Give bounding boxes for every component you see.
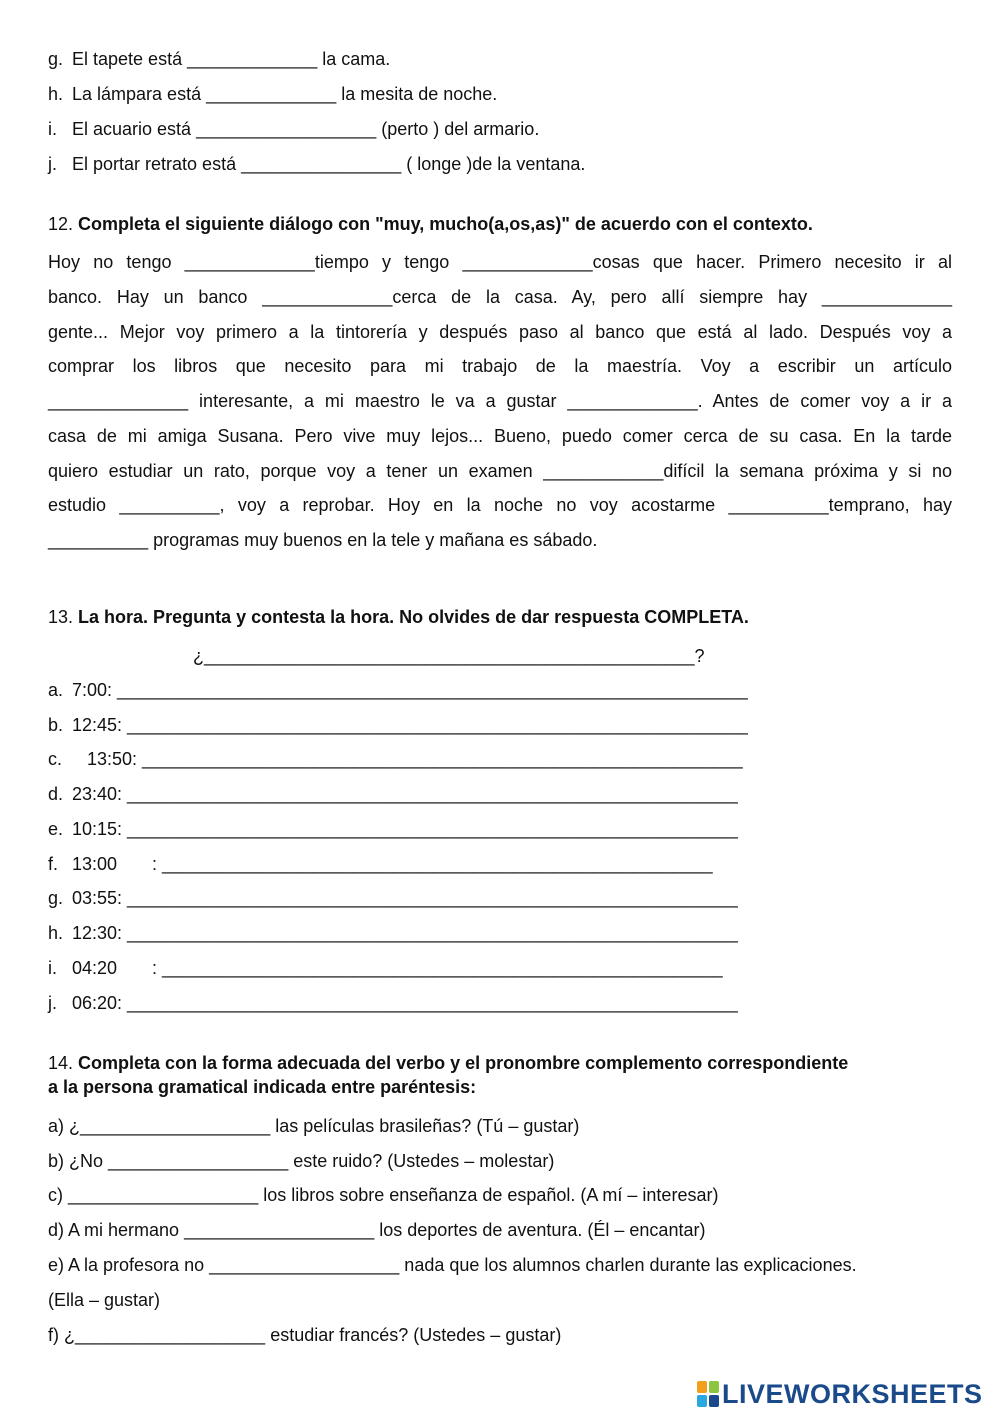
item-label: b. [48, 715, 64, 735]
time-question: ¿_________________________________________________? [193, 646, 705, 666]
time-item-b [48, 714, 748, 736]
logo-mark-icon [697, 1381, 719, 1407]
item-label: e. [48, 819, 64, 839]
item-text: El portar retrato está ________________ ( longe )de la ventana. [72, 154, 586, 174]
verb-item-e: e) A la profesora no ___________________ nada que los alumnos charlen durante las explicaciones. [48, 1255, 857, 1275]
dialog-line: estudio __________, voy a reprobar. Hoy en la noche no voy acostarme __________temprano, hay [48, 495, 952, 515]
item-label: h. [48, 84, 64, 104]
item-text: 03:55: _____________________________________________________________ [72, 888, 738, 908]
exercise-number: 14. [48, 1053, 74, 1073]
dialog-line: comprar los libros que necesito para mi trabajo de la maestría. Voy a escribir un artículo [48, 356, 952, 376]
logo-text: LIVEWORKSHEETS [722, 1378, 983, 1409]
item-label: i. [48, 958, 57, 978]
dialog-line: quiero estudiar un rato, porque voy a tener un examen ____________difícil la semana próxima y si no [48, 461, 952, 481]
exercise-12-heading [48, 213, 813, 235]
verb-item-f: f) ¿___________________ estudiar francés? (Ustedes – gustar) [48, 1325, 562, 1345]
verb-item-a: a) ¿___________________ las películas brasileñas? (Tú – gustar) [48, 1116, 580, 1136]
verb-item-d: d) A mi hermano ___________________ los deportes de aventura. (Él – encantar) [48, 1220, 706, 1240]
time-item-h [48, 922, 738, 944]
item-text: 13:50: ____________________________________________________________ [72, 749, 743, 769]
item-label: c. [48, 749, 63, 769]
item-text: 13:00 : _______________________________________________________ [72, 854, 713, 874]
dialog-line: casa de mi amiga Susana. Pero vive muy lejos... Bueno, puedo comer cerca de su casa. En la tarde [48, 426, 952, 446]
exercise-13-heading [48, 606, 749, 628]
item-text: 12:30: _____________________________________________________________ [72, 923, 738, 943]
exercise-title: Completa el siguiente diálogo con "muy, mucho(a,os,as)" de acuerdo con el contexto. [78, 214, 813, 234]
prev-item-g [48, 48, 390, 70]
exercise-number: 13. [48, 607, 74, 627]
item-text: 12:45: ______________________________________________________________ [72, 715, 748, 735]
prev-item-i [48, 118, 539, 140]
time-item-a [48, 679, 748, 701]
exercise-number: 12. [48, 214, 74, 234]
item-label: h. [48, 923, 64, 943]
item-text: 7:00: _______________________________________________________________ [72, 680, 748, 700]
item-text: 23:40: _____________________________________________________________ [72, 784, 738, 804]
item-label: a. [48, 680, 64, 700]
prev-item-h [48, 83, 497, 105]
dialog-line: Hoy no tengo _____________tiempo y tengo _____________cosas que hacer. Primero necesito ir al [48, 252, 952, 272]
item-label: i. [48, 119, 57, 139]
item-label: j. [48, 154, 57, 174]
item-text: 10:15: _____________________________________________________________ [72, 819, 738, 839]
exercise-title-line2: a la persona gramatical indicada entre paréntesis: [48, 1077, 477, 1097]
dialog-line: gente... Mejor voy primero a la tintorería y después paso al banco que está al lado. Después voy a [48, 322, 952, 342]
item-label: d. [48, 784, 64, 804]
liveworksheets-logo [697, 1380, 983, 1408]
verb-item-c: c) ___________________ los libros sobre enseñanza de español. (A mí – interesar) [48, 1185, 719, 1205]
item-label: f. [48, 854, 59, 874]
time-item-c [48, 748, 743, 770]
item-text: El tapete está _____________ la cama. [72, 49, 391, 69]
exercise-title: La hora. Pregunta y contesta la hora. No olvides de dar respuesta COMPLETA. [78, 607, 749, 627]
time-item-g [48, 887, 738, 909]
time-item-j [48, 992, 738, 1014]
exercise-14-heading [48, 1052, 848, 1074]
dialog-line: banco. Hay un banco _____________cerca de la casa. Ay, pero allí siempre hay _____________ [48, 287, 952, 307]
item-text: La lámpara está _____________ la mesita de noche. [72, 84, 498, 104]
prev-item-j [48, 153, 585, 175]
verb-item-b: b) ¿No __________________ este ruido? (Ustedes – molestar) [48, 1151, 555, 1171]
item-text: 04:20 : ________________________________________________________ [72, 958, 723, 978]
dialog-line: __________ programas muy buenos en la tele y mañana es sábado. [48, 530, 598, 550]
item-label: j. [48, 993, 57, 1013]
time-item-d [48, 783, 738, 805]
item-label: g. [48, 49, 64, 69]
item-text: 06:20: _____________________________________________________________ [72, 993, 738, 1013]
item-text: El acuario está __________________ (perto ) del armario. [72, 119, 540, 139]
time-item-f [48, 853, 713, 875]
item-label: g. [48, 888, 64, 908]
dialog-line: ______________ interesante, a mi maestro le va a gustar _____________. Antes de comer voy a ir a [48, 391, 952, 411]
verb-item-e-continued: (Ella – gustar) [48, 1290, 161, 1310]
time-item-i [48, 957, 723, 979]
time-item-e [48, 818, 738, 840]
exercise-title-line1: Completa con la forma adecuada del verbo y el pronombre complemento correspondiente [78, 1053, 849, 1073]
